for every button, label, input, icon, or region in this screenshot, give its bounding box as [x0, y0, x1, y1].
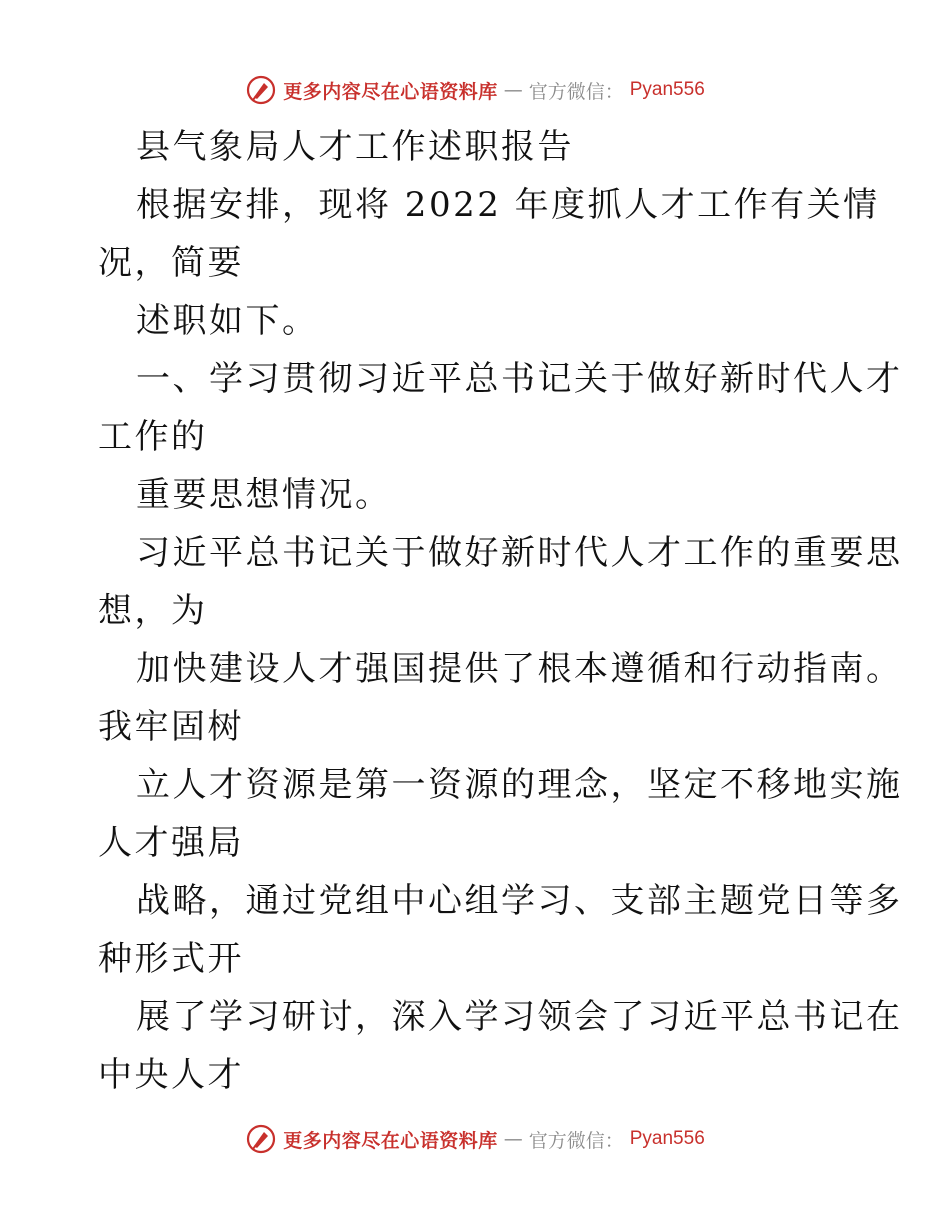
text-line: 根据安排，现将 2022 年度抓人才工作有关情	[136, 185, 880, 225]
text-line: 立人才资源是第一资源的理念，坚定不移地实施	[136, 765, 903, 805]
text-line: 人才强局	[98, 823, 244, 863]
watermark-site-name: 更多内容尽在心语资料库	[283, 1129, 498, 1152]
header-watermark	[0, 72, 950, 108]
document-body	[98, 118, 903, 1104]
text-line: 述职如下。	[136, 301, 319, 341]
watermark-wechat-id: Pyan556	[629, 1128, 705, 1149]
watermark-dash: —	[503, 1128, 523, 1150]
text-line: 重要思想情况。	[136, 475, 392, 515]
watermark-site-name: 更多内容尽在心语资料库	[283, 80, 498, 103]
text-line: 况，简要	[98, 243, 244, 283]
text-line: 我牢固树	[98, 707, 244, 747]
watermark-wechat-label: 官方微信：	[528, 80, 624, 103]
pen-nib-logo-icon	[245, 1123, 277, 1155]
footer-watermark	[0, 1121, 950, 1157]
text-line: 展了学习研讨，深入学习领会了习近平总书记在	[136, 997, 903, 1037]
text-line: 种形式开	[98, 939, 244, 979]
text-line: 习近平总书记关于做好新时代人才工作的重要思	[136, 533, 903, 573]
watermark-wechat-label: 官方微信：	[528, 1129, 624, 1152]
text-line: 工作的	[98, 417, 208, 457]
text-line: 战略，通过党组中心组学习、支部主题党日等多	[136, 881, 903, 921]
text-line: 一、学习贯彻习近平总书记关于做好新时代人才	[136, 359, 903, 399]
text-line: 加快建设人才强国提供了根本遵循和行动指南。	[136, 649, 903, 689]
pen-nib-logo-icon	[245, 74, 277, 106]
text-line: 中央人才	[98, 1055, 244, 1095]
text-line: 县气象局人才工作述职报告	[136, 127, 574, 167]
watermark-wechat-id: Pyan556	[629, 79, 705, 100]
text-line: 想，为	[98, 591, 208, 631]
watermark-dash: —	[503, 79, 523, 101]
